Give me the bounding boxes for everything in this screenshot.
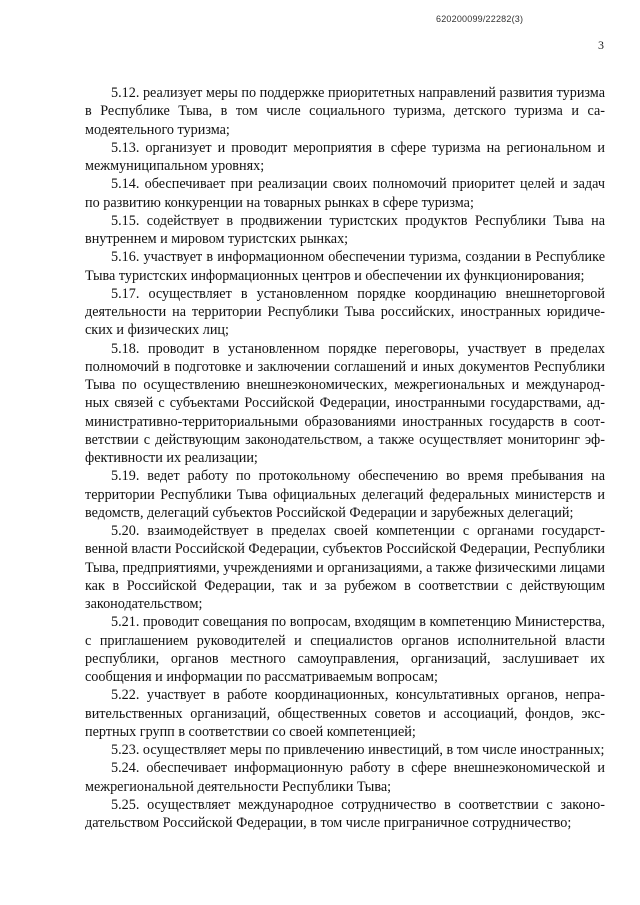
document-body (85, 84, 605, 832)
paragraph-5-21: 5.21. проводит совещания по вопросам, входящим в компетенцию Министерства, с приглашением руководителей и специалистов органов исполнительной власти республики, органов местного самоуправления, организаций, заслушивает их сообщения и информации по рассматриваемым вопросам; (85, 614, 605, 685)
paragraph-5-25: 5.25. осуществляет международное сотрудничество в соответствии с законодательством Российской Федерации, в том числе приграничное сотрудничество; (85, 796, 605, 831)
paragraph-5-14: 5.14. обеспечивает при реализации своих полномочий приоритет целей и задач по развитию конкуренции на товарных рынках в сфере туризма; (85, 176, 605, 211)
paragraph-5-17: 5.17. осуществляет в установленном порядке координацию внешнеторговой деятельности на территории Республики Тыва российских, иностранных юридических и физических лиц; (85, 285, 605, 339)
paragraph-5-18: 5.18. проводит в установленном порядке переговоры, участвует в пределах полномочий в подготовке и заключении соглашений и иных документов Республики Тыва по осуществлению внешнеэкономических, межрегиональных и международных связей с субъектами Российской Федерации, иностранными государствами, административно-территориальными образованиями иностранных государств в соответствии с действующим законодательством, а также осуществляет мониторинг эффективности их реализации; (85, 340, 605, 466)
paragraph-5-15: 5.15. содействует в продвижении туристских продуктов Республики Тыва на внутреннем и мировом туристских рынках; (85, 212, 605, 247)
page-number: 3 (598, 38, 604, 52)
paragraph-5-13: 5.13. организует и проводит мероприятия в сфере туризма на региональном и межмуниципальном уровнях; (85, 139, 605, 174)
paragraph-5-12: 5.12. реализует меры по поддержке приоритетных направлений развития туризма в Республике Тыва, в том числе социального туризма, детского туризма и самодеятельного туризма; (85, 85, 605, 138)
paragraph-5-24: 5.24. обеспечивает информационную работу в сфере внешнеэкономической и межрегиональной деятельности Республики Тыва; (85, 760, 605, 795)
paragraph-5-20: 5.20. взаимодействует в пределах своей компетенции с органами государственной власти Российской Федерации, субъектов Российской Федерации, Республики Тыва, предприятиями, учреждениями и организациями, а также физическими лицами как в Российской Федерации, так и за рубежом в соответствии с действующим законодательством; (85, 523, 605, 612)
paragraph-5-16: 5.16. участвует в информационном обеспечении туризма, создании в Республике Тыва туристских информационных центров и обеспечении их функционирования; (85, 249, 605, 284)
document-id: 620200099/22282(3) (436, 14, 524, 24)
paragraph-5-22: 5.22. участвует в работе координационных, консультативных органов, неправительственных организаций, общественных советов и ассоциаций, фондов, экспертных групп в соответствии со своей компетенцией; (85, 687, 605, 740)
paragraph-5-23: 5.23. осуществляет меры по привлечению инвестиций, в том числе иностранных; (111, 742, 605, 758)
paragraph-5-19: 5.19. ведет работу по протокольному обеспечению во время пребывания на территории Республики Тыва официальных делегаций федеральных министерств и ведомств, делегаций субъектов Российской Федерации и зарубежных делегаций; (85, 468, 605, 521)
